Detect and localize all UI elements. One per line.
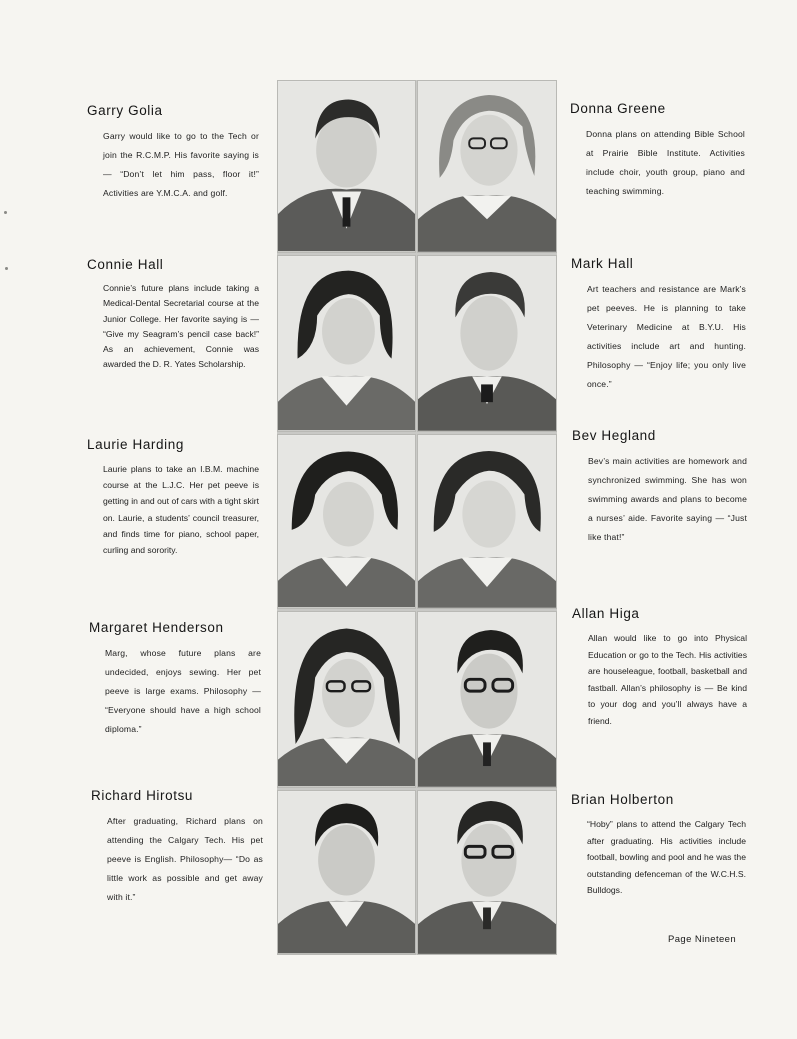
student-bio: After graduating, Richard plans on attending the Calgary Tech. His pet peeve is English. Philosophy— “Do as little work as possible and get away with it.”	[107, 816, 263, 902]
student-name: Connie Hall	[87, 257, 164, 272]
student-name: Mark Hall	[571, 256, 634, 271]
portrait-allan-higa	[417, 611, 557, 788]
entry-bev-hegland	[572, 428, 747, 547]
portrait-bev-hegland	[417, 434, 557, 609]
entry-donna-greene	[570, 101, 745, 201]
portrait-connie-hall	[277, 255, 416, 432]
student-bio: Allan would like to go into Physical Education or go to the Tech. His activities are houseleague, football, basketball and fastball. Allan’s philosophy is — Be kind to your dog and you’ll always have a friend.	[588, 633, 747, 726]
student-name: Brian Holberton	[571, 792, 674, 807]
student-bio: Bev’s main activities are homework and synchronized swimming. She has won swimming awards and plans to become a nurses’ aide. Favorite saying — “Just like that!”	[588, 456, 747, 542]
margin-speck	[4, 211, 7, 214]
student-bio: Donna plans on attending Bible School at Prairie Bible Institute. Activities include choir, youth group, piano and teaching swimming.	[586, 129, 745, 196]
portrait-grid	[277, 80, 557, 955]
student-bio: Laurie plans to take an I.B.M. machine course at the L.J.C. Her pet peeve is getting in and out of cars with a tight skirt on. Laurie, a students’ council treasurer, and finds time for piano, school paper, curling and sorority.	[103, 464, 259, 556]
student-name: Richard Hirotsu	[91, 788, 194, 803]
entry-richard-hirotsu	[91, 788, 263, 907]
page-number: Page Nineteen	[668, 934, 737, 945]
entry-garry-golia	[87, 103, 259, 203]
entry-connie-hall	[87, 257, 259, 373]
student-name: Laurie Harding	[87, 437, 184, 452]
portrait-margaret-henderson	[277, 611, 416, 788]
student-name: Margaret Henderson	[89, 620, 224, 635]
portrait-donna-greene	[417, 80, 557, 253]
portrait-richard-hirotsu	[277, 790, 416, 955]
portrait-garry-golia	[277, 80, 416, 253]
portrait-laurie-harding	[277, 434, 416, 609]
portrait-brian-holberton	[417, 790, 557, 955]
student-name: Donna Greene	[570, 101, 666, 116]
entry-brian-holberton	[571, 792, 746, 899]
entry-allan-higa	[572, 606, 747, 729]
student-name: Bev Hegland	[572, 428, 656, 443]
student-bio: Garry would like to go to the Tech or join the R.C.M.P. His favorite saying is — “Don’t let him pass, floor it!” Activities are Y.M.C.A. and golf.	[103, 131, 259, 198]
student-bio: Connie’s future plans include taking a Medical-Dental Secretarial course at the Junior College. Her favorite saying is — “Give my Seagram’s pencil case back!” As an achievement, Connie was awarded the D. R. Yates Scholarship.	[103, 283, 259, 370]
student-name: Allan Higa	[572, 606, 640, 621]
entry-laurie-harding	[87, 437, 259, 558]
student-bio: Art teachers and resistance are Mark’s pet peeves. He is planning to take Veterinary Medicine at B.Y.U. His activities include art and hunting. Philosophy — “Enjoy life; you only live once.”	[587, 284, 746, 389]
student-bio: Marg, whose future plans are undecided, enjoys sewing. Her pet peeve is large exams. Philosophy — “Everyone should have a high school diploma.”	[105, 648, 261, 734]
student-name: Garry Golia	[87, 103, 163, 118]
student-bio: “Hoby” plans to attend the Calgary Tech after graduating. His activities include football, bowling and pool and he was the outstanding defenceman of the W.C.H.S. Bulldogs.	[587, 819, 746, 896]
entry-margaret-henderson	[89, 620, 261, 739]
margin-speck	[5, 267, 8, 270]
entry-mark-hall	[571, 256, 746, 394]
portrait-mark-hall	[417, 255, 557, 432]
